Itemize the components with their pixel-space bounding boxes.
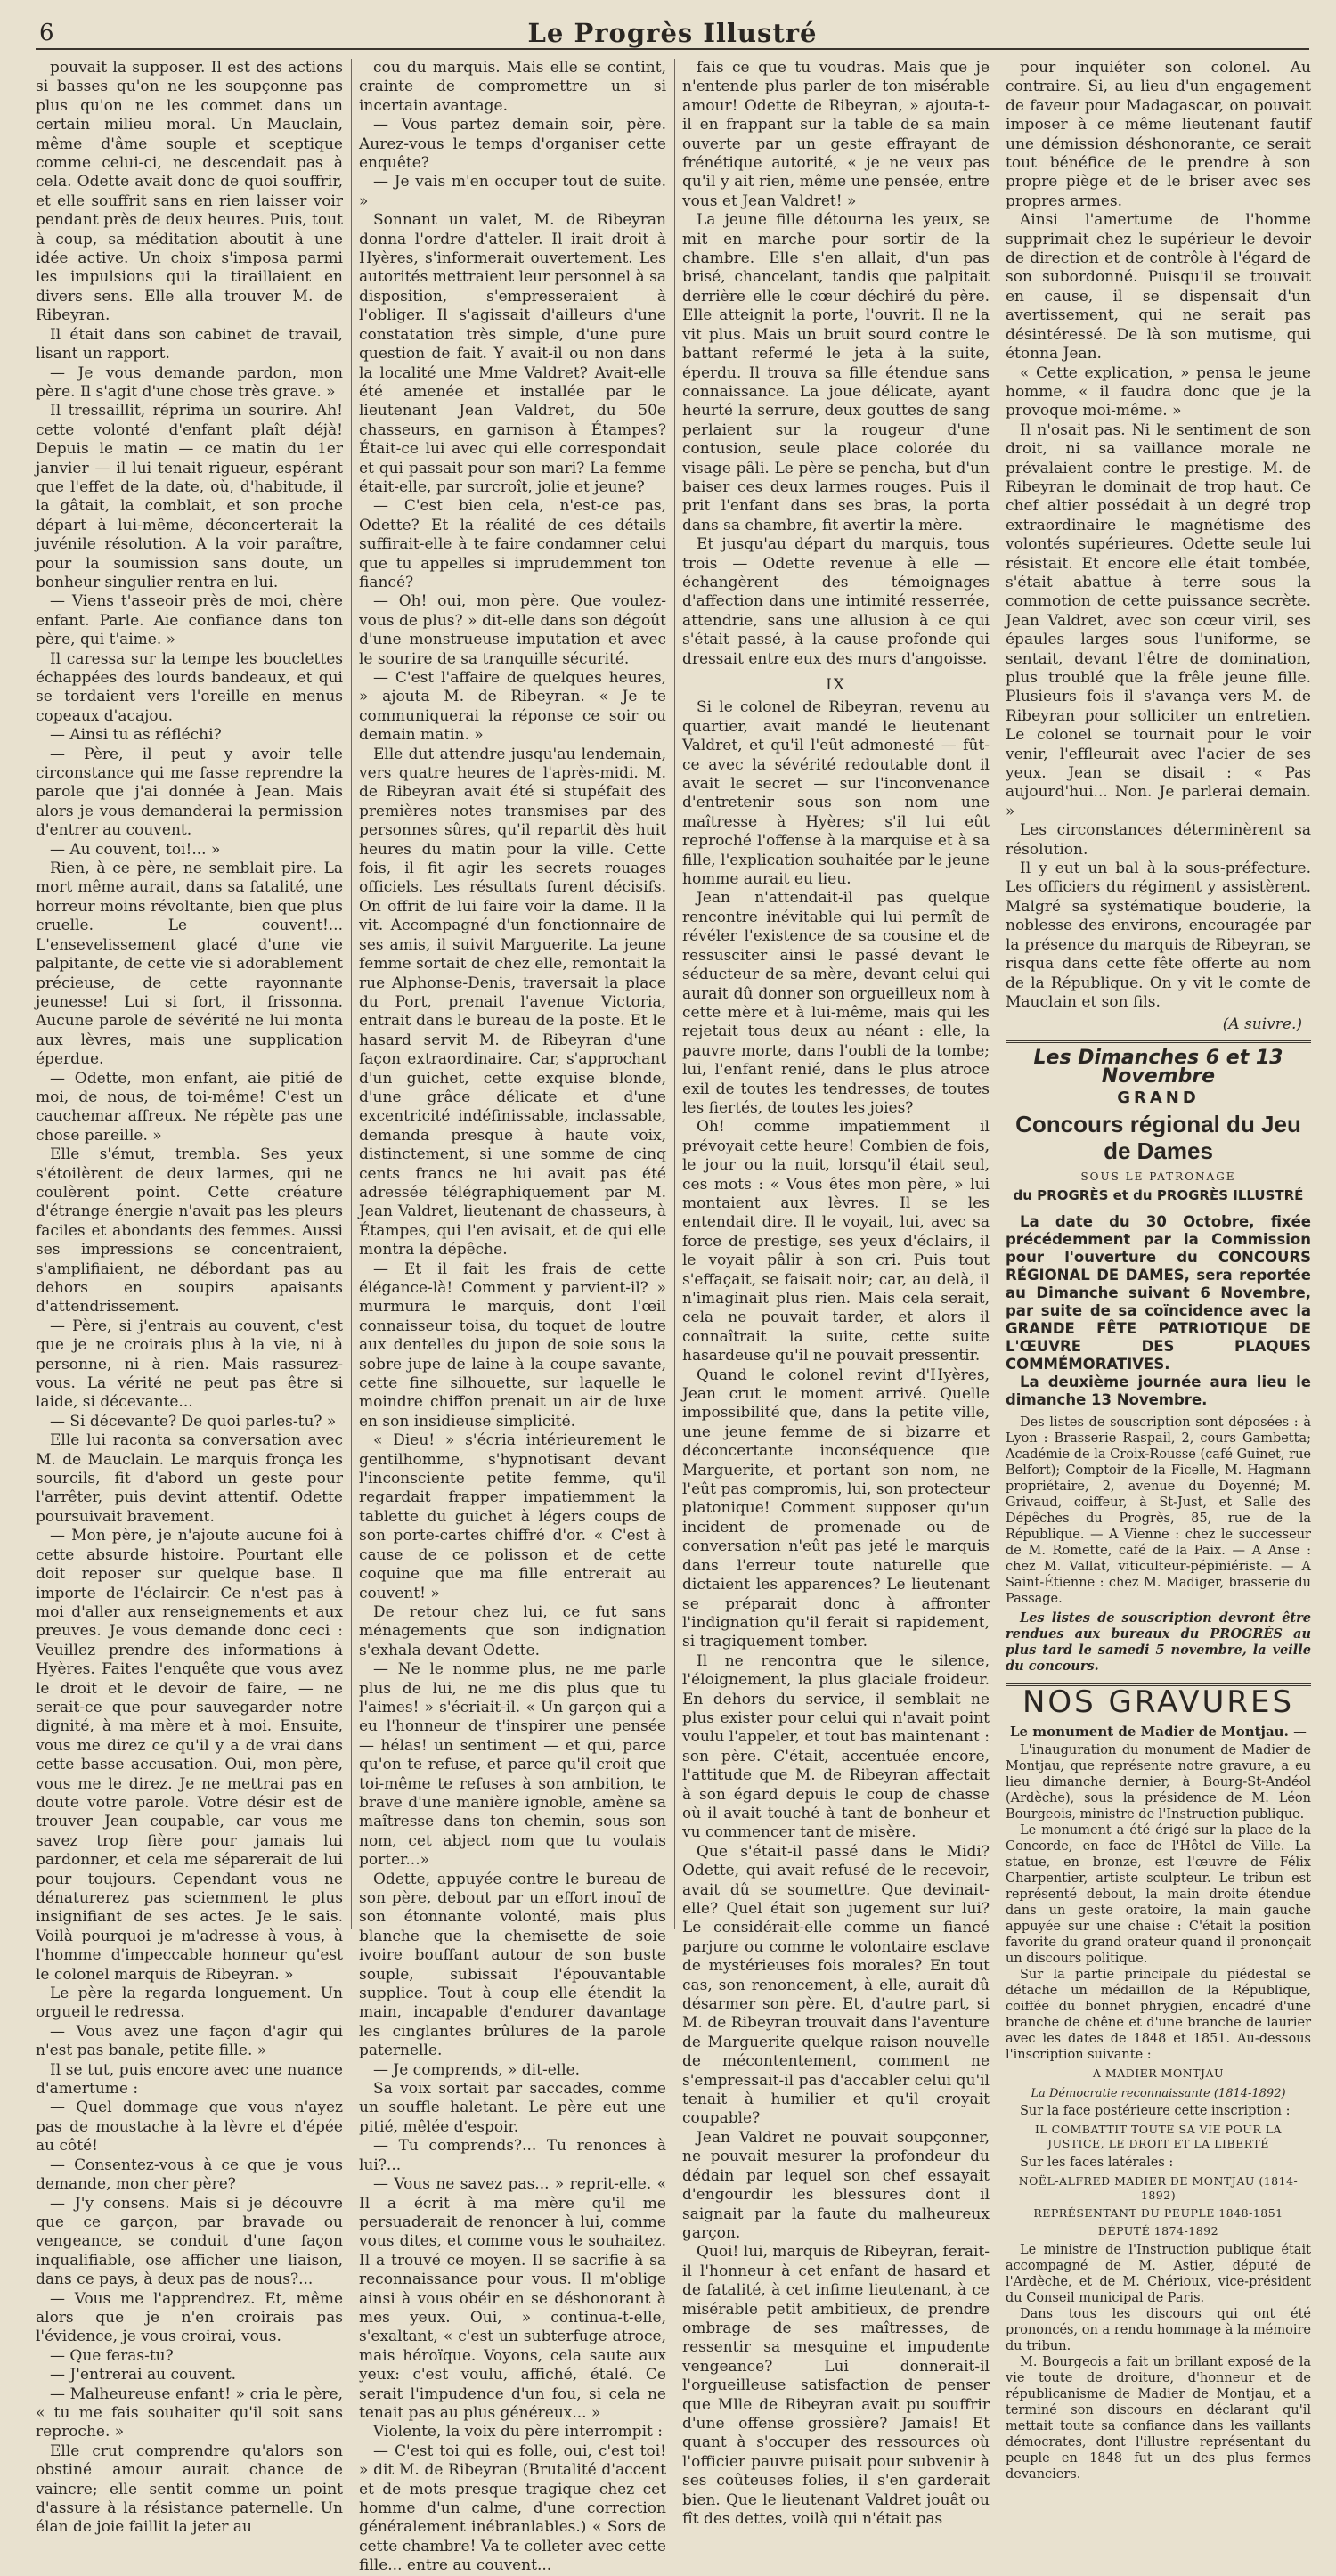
feuilleton-end: [1006, 59, 1311, 1012]
paragraph: — Ainsi tu as réfléchi?: [50, 726, 222, 745]
inscription-line: REPRÉSENTANT DU PEUPLE 1848-1851: [1033, 2205, 1283, 2220]
paragraph: Il ne rencontra que le silence, l'éloignement, la plus glaciale froideur. En dehors du service, il semblait ne plus exister pour celui qui n'avait point voulu l'appeler, et tout bas maintenant : son père. C'était, accentuée encore, l'attitude que M. de Ribeyran affectait à son égard depuis le coup de chasse où il avait touché à tant de bonheur et vu commencer tant de misère.: [682, 1651, 990, 1842]
paragraph: Et jusqu'au départ du marquis, tous trois — Odette revenue à elle — échangèrent des témoignages d'affection dans une intimité resserrée, attendrie, sans une allusion à ce qui s'était passé, à la cause profonde qui dressait entre eux des murs d'angoisse.: [682, 535, 990, 668]
gravures-paragraph: Sur la partie principale du piédestal se détache un médaillon de la République, coiffée du bonnet phrygien, encadré d'une branche de chêne et d'une branche de laurier avec les dates de 1848 et 1851. Au-dessous l'inscription suivante :: [1006, 1967, 1311, 2062]
paragraph: Sa voix sortait par saccades, comme un souffle haletant. Le père eut une pitié, mêlée d'espoir.: [359, 2080, 666, 2136]
column-4: [1006, 59, 1311, 2482]
columns: [36, 59, 1311, 2575]
paragraph: Rien, à ce père, ne semblait pire. La mort même aurait, dans sa fatalité, une horreur moins révoltante, bien que plus cruelle. Le couvent!... L'ensevelissement glacé d'une vie palpitante, de cette vie si adorablement précieuse, de cette rayonnante jeunesse! Lui si fort, il frissonna. Aucune parole de sévérité ne lui monta aux lèvres, mais une supplication éperdue.: [36, 860, 343, 1069]
paragraph: — Père, il peut y avoir telle circonstance qui me fasse reprendre la parole que j'ai donnée à Jean. Mais alors je vous demanderai la permission d'entrer au couvent.: [36, 745, 343, 840]
column-rule: [674, 59, 675, 1929]
page-header: [36, 12, 1309, 50]
paragraph: — Je comprends, » dit-elle.: [373, 2060, 581, 2079]
paragraph: Il se tut, puis encore avec une nuance d'amertume :: [36, 2060, 343, 2099]
paragraph: Le père la regarda longuement. Un orgueil le redressa.: [36, 1985, 343, 2022]
paragraph: Il n'osait pas. Ni le sentiment de son droit, ni sa vaillance morale ne prévalaient contre le prestige. M. de Ribeyran le dominait de trop haut. Ce chef altier possédait à un degré trop extraordinaire le magnétisme des volontés supérieures. Odette seule lui résistait. Et encore elle était tombée, s'était abattue à terre sous la commotion de cette puissance secrète. Jean Valdret, avec son cœur viril, ses épaules larges sous l'uniforme, se sentait, devant l'être de domination, plus troublé que la frêle jeune fille. Plusieurs fois il s'avança vers M. de Ribeyran pour solliciter un entretien. Le colonel se tournait pour le voir venir, l'effleurait avec l'acier de ses yeux. Jean se disait : « Pas aujourd'hui... Non. Je parlerai demain. »: [1006, 420, 1311, 820]
gravures-heading: NOS GRAVURES: [1006, 1683, 1311, 1717]
paragraph: Si le colonel de Ribeyran, revenu au quartier, avait mandé le lieutenant Valdret, et qu'il l'eût admonesté — fût-ce avec la sévérité redoutable dont il avait le secret — sur l'inconvenance d'entretenir sous son nom une maîtresse à Hyères; s'il lui eût reproché l'offense à la marquise et à sa fille, l'explication souhaitée par le jeune homme aurait eu lieu.: [682, 698, 990, 889]
concours-grand: GRAND: [1117, 1088, 1200, 1107]
paragraph: — C'est bien cela, n'est-ce pas, Odette? Et la réalité de ces détails suffirait-elle à te faire condamner celui que tu appelles si imprudemment ton fiancé?: [359, 497, 666, 591]
paragraph: Violente, la voix du père interrompit :: [373, 2423, 663, 2441]
paragraph: Ainsi l'amertume de l'homme supprimait chez le supérieur le devoir de direction et de contrôle à l'égard de son subordonné. Puisqu'il se trouvait en cause, il se dispensait d'un avertissement, qui ne serait pas désintéressé. De là son mutisme, qui étonna Jean.: [1006, 211, 1311, 363]
paragraph: — Oh! oui, mon père. Que voulez-vous de plus? » dit-elle dans son dégoût d'une monstrueuse imputation et avec le sourire de sa tranquille sécurité.: [359, 592, 666, 668]
concours-announcement: [1006, 1040, 1311, 1675]
concours-subscription-lists: Des listes de souscription sont déposées : à Lyon : Brasserie Raspail, 2, cours Gambetta; Académie de la Croix-Rousse (café Guinet, rue Belfort); Comptoir de la Ficelle, M. Hagmann propriétaire, 2, avenue du Doyenné; M. Grivaud, coiffeur, à St-Just, et Salle des Dépêches du Progrès, 85, rue de la République. — A Vienne : chez le successeur de M. Romette, café de la Paix. — A Anse : chez M. Vallat, viticulteur-pépiniériste. — A Saint-Étienne : chez M. Madiger, brasserie du Passage.: [1006, 1414, 1311, 1606]
gravures-paragraph: Dans tous les discours qui ont été prononcés, on a rendu hommage à la mémoire du tribun.: [1006, 2306, 1311, 2353]
paragraph: De retour chez lui, ce fut sans ménagements que son indignation s'exhala devant Odette.: [359, 1602, 666, 1659]
paragraph: fais ce que tu voudras. Mais que je n'entende plus parler de ton misérable amour! Odette de Ribeyran, » ajouta-t-il en frappant sur la table de sa main ouverte par un geste effrayant de frénétique autorité, « je ne veux pas qu'il y ait rien, même une pensée, entre vous et Jean Valdret! »: [682, 59, 990, 210]
paragraph: Sonnant un valet, M. de Ribeyran donna l'ordre d'atteler. Il irait droit à Hyères, s'informerait ouvertement. Les autorités mettraient leur personnel à sa disposition, s'empresseraient à l'obliger. Il s'agissait d'ailleurs d'une constatation très simple, d'une pure question de fait. Y avait-il ou non dans la localité une Mme Valdret? Avait-elle été amenée et installée par le lieutenant Jean Valdret, du 50e chasseurs, en garnison à Étampes? Était-ce lui avec qui elle correspondait et qui passait pour son mari? La femme était-elle, par surcroît, jolie et jeune?: [359, 211, 666, 496]
inscription-line: A MADIER MONTJAU: [1092, 2066, 1225, 2080]
paragraph: Il tressaillit, réprima un sourire. Ah! cette volonté d'enfant plaît déjà! Depuis le matin — ce matin du 1er janvier — il lui tenait rigueur, espérant que l'effet de la date, où, d'habitude, il la gâtait, la comblait, et son proche départ à lui-même, déconcerterait la juvénile résolution. A la voir paraître, pour la soumission sans doute, un bonheur singulier rentra en lui.: [36, 402, 343, 591]
column-2: [359, 59, 666, 2575]
section-number: IX: [826, 676, 846, 694]
gravures-paragraph: M. Bourgeois a fait un brillant exposé de la vie toute de droiture, d'honneur et de républicanisme de Madier de Montjau, et a terminé son discours en déclarant qu'il mettait toute sa confiance dans les vaillants démocrates, dont l'illustre représentant du peuple en 1848 fut un des plus fermes devanciers.: [1006, 2354, 1311, 2482]
paragraph: — J'entrerai au couvent.: [50, 2366, 237, 2384]
paragraph: — Je vous demande pardon, mon père. Il s'agit d'une chose très grave. »: [36, 363, 343, 401]
paragraph: — Malheureuse enfant! » cria le père, « tu me fais souhaiter qu'il soit sans reproche. »: [36, 2384, 343, 2441]
paragraph: Quoi! lui, marquis de Ribeyran, ferait-il l'honneur à cet enfant de hasard et de fatalité, à cet infime lieutenant, à ce misérable petit ambitieux, de prendre ombrage de ses maîtresses, de ressentir sa mesquine et impudente vengeance? Lui donnerait-il l'orgueilleuse satisfaction de penser que Mlle de Ribeyran avait pu souffrir d'une offense grossière? Jamais! Et quant à s'occuper des ressources où l'officier pauvre puisait pour subvenir à ses coûteuses folies, il s'en garderait bien. Que le lieutenant Valdret jouât ou fît des dettes, voilà qui n'était pas: [682, 2243, 990, 2528]
paragraph: « Dieu! » s'écria intérieurement le gentilhomme, s'hypnotisant devant l'inconsciente petite femme, qu'il regardait frapper impatiemment la tablette du guichet à légers coups de son porte-cartes chiffré d'or. « C'est à cause de ce polisson et de cette coquine que ma fille entrerait au couvent! »: [359, 1431, 666, 1602]
gravures-paragraph: Sur la face postérieure cette inscription :: [1020, 2103, 1291, 2118]
page-number: 6: [39, 20, 54, 46]
paragraph: — J'y consens. Mais si je découvre que ce garçon, par bravade ou vengeance, se conduit d'une façon inqualifiable, ose afficher une liaison, dans ce pays, à deux pas de nous?...: [36, 2194, 343, 2289]
paragraph: — Tu comprends?... Tu renonces à lui?...: [359, 2137, 666, 2174]
paragraph: Il caressa sur la tempe les bouclettes échappées des lourds bandeaux, et qui se tordaient vers l'oreille en menus copeaux d'acajou.: [36, 649, 343, 725]
paragraph: La jeune fille détourna les yeux, se mit en marche pour sortir de la chambre. Elle s'en allait, d'un pas brisé, chancelant, tandis que palpitait derrière elle le cœur déchiré du père. Elle atteignit la porte, l'ouvrit. Il ne la vit plus. Mais un bruit sourd contre le battant refermé le jeta à la suite, éperdu. Il trouva sa fille étendue sans connaissance. La joue délicate, ayant heurté la serrure, deux gouttes de sang perlaient sur la rougeur d'une contusion, seule place colorée du visage pâli. Le père se pencha, but d'un baiser ces deux larmes rouges. Puis il prit l'enfant dans ses bras, la porta dans sa chambre, fit avertir la mère.: [682, 211, 990, 534]
inscription-line: IL COMBATTIT TOUTE SA VIE POUR LA JUSTICE, LE DROIT ET LA LIBERTÉ: [1034, 2122, 1283, 2150]
paragraph: — Si décevante? De quoi parles-tu? »: [50, 1412, 337, 1431]
paragraph: — Que feras-tu?: [50, 2346, 174, 2365]
concours-sponsors: du PROGRÈS et du PROGRÈS ILLUSTRÉ: [1013, 1187, 1304, 1204]
paragraph: pour inquiéter son colonel. Au contraire. Si, au lieu d'un engagement de faveur pour Madagascar, on pouvait imposer à ce même lieutenant fautif une démission déshonorante, ce serait tout bénéfice de le prendre à son propre piège et de le briser avec ses propres armes.: [1006, 59, 1311, 210]
gravures-paragraph: L'inauguration du monument de Madier de Montjau, que représente notre gravure, a eu lieu dimanche dernier, à Bourg-St-Andéol (Ardèche), sous la présidence de M. Léon Bourgeois, ministre de l'Instruction publique.: [1006, 1742, 1311, 1822]
paragraph: Odette, appuyée contre le bureau de son père, debout par un effort inouï de son étonnante volonté, mais plus blanche que la chemisette de soie ivoire bouffant autour de son buste souple, subissait l'épouvantable supplice. Tout à coup elle étendit la main, incapable d'endurer davantage les cinglantes brûlures de la parole paternelle.: [359, 1870, 666, 2060]
paragraph: Quand le colonel revint d'Hyères, Jean crut le moment arrivé. Quelle impossibilité que, dans la petite ville, une jeune femme de si bizarre et déconcertante inconséquence que Marguerite, et portant son nom, ne l'eût pas compromis, lui, son protecteur platonique! Comment supposer qu'un incident de promenade ou de conversation n'eût pas jeté le marquis dans l'erreur toute naturelle que dictaient les apparences? Le lieutenant se préparait donc à affronter l'indignation qu'il ferait si rapidement, si tragiquement tomber.: [682, 1365, 990, 1651]
column-rule: [351, 59, 352, 1929]
paragraph: Elle crut comprendre qu'alors son obstiné amour aurait chance de vaincre; elle sentit comme un point d'assure à la résistance paternelle. Un élan de joie faillit la jeter au: [36, 2441, 343, 2537]
concours-patronage: SOUS LE PATRONAGE: [1080, 1170, 1236, 1183]
gravures-subtitle: Le monument de Madier de Montjau. —: [1009, 1724, 1307, 1740]
gravures-paragraph: Le monument a été érigé sur la place de la Concorde, en face de l'Hôtel de Ville. La statue, en bronze, est l'œuvre de Félix Charpentier, artiste sculpteur. Le tribun est représenté debout, la main droite étendue dans un geste oratoire, la main gauche appuyée sur une chaise : C'était la position favorite du grand orateur quand il prononçait un discours politique.: [1006, 1822, 1311, 1966]
concours-dates: Les Dimanches 6 et 13 Novembre: [1033, 1046, 1283, 1088]
paragraph: — Je vais m'en occuper tout de suite. »: [359, 173, 666, 210]
inscription-line: NOËL-ALFRED MADIER DE MONTJAU (1814-1892): [1018, 2173, 1299, 2202]
paragraph: Il y eut un bal à la sous-préfecture. Les officiers du régiment y assistèrent. Malgré sa systématique bouderie, la noblesse des environs, encouragée par la présence du marquis de Ribeyran, se risqua dans cette fête offerte au nom de la République. On y vit le comte de Mauclain et son fils.: [1006, 860, 1311, 1011]
paragraph: — Vous ne savez pas... » reprit-elle. « Il a écrit à ma mère qu'il me persuaderait de renoncer à lui, comme vous dites, et comme vous le souhaitez. Il a trouvé ce moyen. Il se sacrifie à sa reconnaissance pour vous. Il m'oblige ainsi à vous obéir en se déshonorant à mes yeux. Oui, » continua-t-elle, s'exaltant, « c'est un subterfuge atroce, mais héroïque. Voyons, cela saute aux yeux: c'est voulu, affiché, étalé. Ce serait l'impudence d'un fou, si cela ne tenait pas au plus généreux... »: [359, 2175, 666, 2422]
inscription-line: DÉPUTÉ 1874-1892: [1097, 2223, 1219, 2238]
paragraph: Elle dut attendre jusqu'au lendemain, vers quatre heures de l'après-midi. M. de Ribeyran avait été si stupéfait des premières notes transmises par des personnes sûres, qu'il repartit dès huit heures du matin pour la ville. Cette fois, il fit agir les secrets rouages officiels. Les résultats furent décisifs. On offrit de lui faire voir la dame. Il la vit. Accompagné d'un fonctionnaire de ses amis, il suivit Marguerite. La jeune femme sortait de chez elle, remontait la rue Alphonse-Denis, traversait la place du Port, prenait l'avenue Victoria, entrait dans le bureau de la poste. Et le hasard servit M. de Ribeyran d'une façon extraordinaire. Car, s'approchant d'un guichet, cette exquise blonde, d'une grâce délicate et d'une excentricité indéfinissable, inclassable, demanda presque à haute voix, distinctement, si une somme de cinq cents francs ne lui avait pas été adressée télégraphiquement par M. Jean Valdret, lieutenant de chasseurs, à Étampes, qui l'en avisait, et de qui elle montra la dépêche.: [359, 745, 666, 1259]
concours-date-change: La date du 30 Octobre, fixée précédemment par la Commission pour l'ouverture du CONCOURS RÉGIONAL DE DAMES, sera reportée au Dimanche suivant 6 Novembre, par suite de sa coïncidence avec la GRANDE FÊTE PATRIOTIQUE DE L'ŒUVRE DES PLAQUES COMMÉMORATIVES.: [1006, 1212, 1311, 1373]
paragraph: — Vous partez demain soir, père. Aurez-vous le temps d'organiser cette enquête?: [359, 116, 666, 173]
gravures-section: [1006, 1723, 1311, 2482]
column-1: [36, 59, 343, 2537]
paragraph: — Père, si j'entrais au couvent, c'est que je ne croirais plus à la vie, ni à personne, ni à rien. Mais rassurez-vous. La vérité ne peut pas être si laide, si décevante...: [36, 1317, 343, 1412]
paragraph: — Consentez-vous à ce que je vous demande, mon cher père?: [36, 2156, 343, 2194]
concours-title: Concours régional du Jeu de Dames: [1015, 1110, 1301, 1164]
column-3: [682, 59, 990, 2528]
paragraph: — C'est l'affaire de quelques heures, » ajouta M. de Ribeyran. « Je te communiquerai la réponse ce soir ou demain matin. »: [359, 669, 666, 745]
concours-deadline-note: Les listes de souscription devront être rendues aux bureaux du PROGRÈS au plus tard le samedi 5 novembre, la veille du concours.: [1006, 1610, 1311, 1674]
paragraph: — Et il fait les frais de cette élégance-là! Comment y parvient-il? » murmura le marquis, dont l'œil connaisseur toisa, du toquet de loutre aux dentelles du jupon de soie sous la sobre jupe de laine à la coupe savante, cette fine silhouette, sur laquelle le moindre chiffon prenait un air de luxe en son insidieuse simplicité.: [359, 1259, 666, 1431]
paragraph: — Vous me l'apprendrez. Et, même alors que je n'en croirais pas l'évidence, je vous croirai, vous.: [36, 2289, 343, 2346]
to-be-continued: (A suivre.): [1222, 1015, 1302, 1034]
paragraph: Elle s'émut, trembla. Ses yeux s'étoilèrent de deux larmes, qui ne coulèrent point. Cette créature d'étrange énergie n'avait pas les pleurs faciles et abondants des femmes. Aussi ses impressions se concentraient, s'amplifiaient, ne débordant pas au dehors en soupirs apaisants d'attendrissement.: [36, 1145, 343, 1317]
paragraph: Jean n'attendait-il pas quelque rencontre inévitable qui lui permît de révéler l'existence de sa cousine et de ressusciter ainsi le passé devant le séducteur de sa mère, devant celui qui aurait dû donner son orgueilleux nom à cette mère et à lui-même, mais qui les rejetait tous deux au néant : elle, la pauvre morte, dans l'oubli de la tombe; lui, l'enfant renié, dans le plus atroce exil de toutes les tendresses, de toutes les fiertés, de toutes les joies?: [682, 889, 990, 1117]
paragraph: — C'est toi qui es folle, oui, c'est toi! » dit M. de Ribeyran (Brutalité d'accent et de mots presque tragique chez cet homme d'un calme, d'une correction généralement inébranlables.) « Sors de cette chambre! Va te colleter avec cette fille... entre au couvent...: [359, 2441, 666, 2575]
inscription-line: La Démocratie reconnaissante (1814-1892): [1031, 2086, 1286, 2100]
paragraph: — Viens t'asseoir près de moi, chère enfant. Parle. Aie confiance dans ton père, qui t'aime. »: [36, 592, 343, 649]
paragraph: Jean Valdret ne pouvait soupçonner, ne pouvait mesurer la profondeur du dédain par lequel son chef essayait d'engourdir les blessures dont il saignait par la faute du malheureux garçon.: [682, 2128, 990, 2242]
gravures-paragraph: Sur les faces latérales :: [1020, 2155, 1174, 2170]
paragraph: pouvait la supposer. Il est des actions si basses qu'on ne les soupçonne pas plus qu'on ne les commet dans un certain milieu moral. Un Mauclain, même d'âme souple et sceptique comme celui-ci, ne descendait pas à cela. Odette avait donc de quoi souffrir, et elle souffrit sans en rien laisser voir pendant près de deux heures. Puis, tout à coup, sa méditation aboutit à une idée active. Un choix s'imposa parmi les impulsions qui la tiraillaient en divers sens. Elle alla trouver M. de Ribeyran.: [36, 59, 343, 325]
paragraph: — Ne le nomme plus, ne me parle plus de lui, ne me dis plus que tu l'aimes! » s'écriait-il. « Un garçon qui a eu l'honneur de t'inspirer une pensée — hélas! un sentiment — et qui, parce qu'on te refuse, et parce qu'il croit que toi-même te refuses à son ambition, te brave d'une manière ignoble, amène sa maîtresse dans ton chemin, sous son nom, cet abject nom que tu voulais porter...»: [359, 1660, 666, 1870]
paragraph: — Au couvent, toi!... »: [50, 840, 221, 859]
gravures-paragraph: Le ministre de l'Instruction publique était accompagné de M. Astier, député de l'Ardèche, et de M. Chérioux, vice-président du Conseil municipal de Paris.: [1006, 2242, 1311, 2305]
paragraph: Les circonstances déterminèrent sa résolution.: [1006, 821, 1311, 859]
paragraph: Oh! comme impatiemment il prévoyait cette heure! Combien de fois, le jour ou la nuit, lorsqu'il était seul, ces mots : « Vous êtes mon père, » lui montaient aux lèvres. Il se les entendait dire. Il le voyait, lui, avec sa force de prestige, ses yeux d'éclairs, il le voyait pâlir à son cri. Puis tout s'effaçait, se faisait noir; car, au delà, il n'imaginait plus rien. Mais cela serait, cela ne pouvait tarder, et alors il connaîtrait la suite, cette suite hasardeuse qu'il ne pouvait pressentir.: [682, 1118, 990, 1365]
paragraph: — Odette, mon enfant, aie pitié de moi, de nous, de toi-même! C'est un cauchemar affreux. Ne répète pas une chose pareille. »: [36, 1069, 343, 1145]
paragraph: « Cette explication, » pensa le jeune homme, « il faudra donc que je la provoque moi-même. »: [1006, 363, 1311, 420]
paragraph: — Mon père, je n'ajoute aucune foi à cette absurde histoire. Pourtant elle doit reposer sur quelque base. Il importe de l'éclaircir. Ce n'est pas à moi d'aller aux renseignements et aux preuves. Je vous demande donc ceci : Veuillez prendre des informations à Hyères. Faites l'enquête que vous avez le droit et le devoir de faire, — ne serait-ce que pour sauvegarder notre dignité, à ma mère et à moi. Ensuite, vous me direz ce qu'il y a de vrai dans cette basse accusation. Oui, mon père, vous me le direz. Je ne mettrai pas en doute votre parole. Votre désir est de trouver Jean coupable, car vous me savez trop fière pour jamais lui pardonner, et cela me séparerait de lui pour toujours. Cependant vous ne dénaturerez pas sciemment le plus insignifiant de ses actes. Je le sais. Voilà pourquoi je m'adresse à vous, à l'homme d'impeccable honneur qu'est le colonel marquis de Ribeyran. »: [36, 1527, 343, 1984]
paragraph: — Quel dommage que vous n'ayez pas de moustache à la lèvre et d'épée au côté!: [36, 2099, 343, 2156]
paragraph: Il était dans son cabinet de travail, lisant un rapport.: [36, 325, 343, 363]
paragraph: Que s'était-il passé dans le Midi? Odette, qui avait refusé de le recevoir, avait dû se soumettre. Que devinait-elle? Quel était son jugement sur lui? Le considérait-elle comme un fiancé parjure ou comme le volontaire esclave de mystérieuses fois morales? En tout cas, son renoncement, à elle, aurait dû désarmer son père. Et, d'autre part, si M. de Ribeyran trouvait dans l'aventure de Marguerite quelque raison nouvelle de mécontentement, comment ne s'empressait-il pas d'accabler celui qu'il tenait à humilier et qu'il croyait coupable?: [682, 1842, 990, 2128]
paragraph: Elle lui raconta sa conversation avec M. de Mauclain. Le marquis fronça les sourcils, fit d'abord un geste pour l'arrêter, puis devint attentif. Odette poursuivait bravement.: [36, 1431, 343, 1526]
paragraph: — Vous avez une façon d'agir qui n'est pas banale, petite fille. »: [36, 2022, 343, 2060]
paragraph: cou du marquis. Mais elle se contint, crainte de compromettre un si incertain avantage.: [359, 59, 666, 115]
journal-title: Le Progrès Illustré: [527, 18, 818, 48]
concours-second-day: La deuxième journée aura lieu le dimanche 13 Novembre.: [1006, 1373, 1311, 1408]
